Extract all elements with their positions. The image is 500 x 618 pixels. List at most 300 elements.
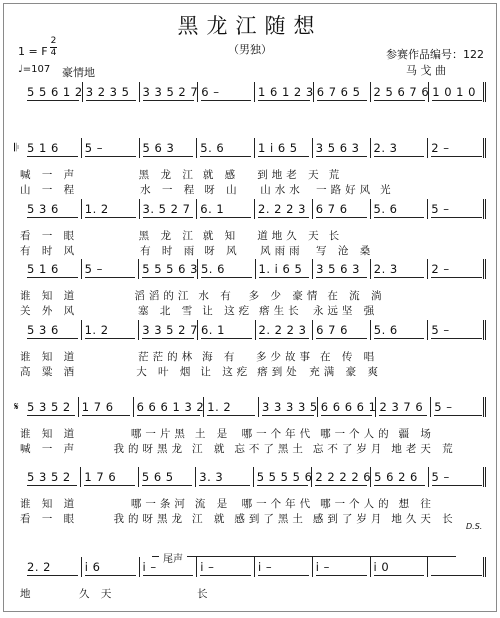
- lyric-cell: [427, 587, 486, 601]
- lyric-cell: 在 传 唱: [320, 351, 379, 363]
- lyric-cell: 呀 山: [204, 184, 241, 196]
- beam-underline: [374, 277, 425, 278]
- measure: [24, 389, 79, 425]
- measure-notes: 5 –: [431, 470, 450, 484]
- measure: [371, 459, 428, 495]
- measure: [140, 130, 198, 166]
- lyric-cell: 高 粱 酒: [20, 366, 79, 378]
- measure-notes: 5. 6: [200, 262, 225, 276]
- beam-underline: [200, 156, 251, 157]
- measure: [256, 251, 314, 287]
- lyric-cell: 喊 一 声: [20, 169, 79, 181]
- lyric-cell: 看 一 眼: [20, 230, 79, 242]
- measure-notes: 2 2 2 2 6: [315, 470, 372, 484]
- lyric-cell: [432, 350, 486, 364]
- measure-notes: 5 1 6: [27, 141, 59, 155]
- measure: [371, 130, 429, 166]
- beam-underline: [85, 338, 136, 339]
- measure: [197, 191, 255, 227]
- lyric-cell: 久 天: [79, 588, 116, 600]
- measure: [198, 251, 256, 287]
- measure: [24, 312, 82, 348]
- beam-underline: [82, 415, 130, 416]
- measure: [431, 389, 486, 425]
- beam-underline: [27, 156, 78, 157]
- beam-underline: [374, 485, 424, 486]
- notation-system: [14, 251, 486, 287]
- measure-notes: 3 3 5 2 7: [142, 85, 199, 99]
- lyric-cell: 忘不了黑土: [234, 443, 307, 455]
- system-lead-mark: [14, 74, 24, 110]
- lyric-cell: 有 时 雨: [140, 245, 199, 257]
- lyric-cell: 关 外 风: [20, 305, 79, 317]
- lyric-cell: [432, 229, 486, 243]
- measure-notes: 1. 2: [84, 323, 109, 337]
- measure: [313, 549, 371, 585]
- lyric-cell: [439, 427, 486, 441]
- measure: [24, 74, 83, 110]
- lyric-cell: 流 是: [194, 498, 232, 510]
- lyric-cell: 喊 一 声: [20, 443, 79, 455]
- beam-underline: [201, 277, 252, 278]
- measure-notes: 3 2 3 5: [85, 85, 130, 99]
- lyric-cell: 地久天 长: [391, 513, 457, 525]
- measure: [134, 389, 205, 425]
- lyric-cell: 地老天 荒: [391, 443, 457, 455]
- measure-notes: 5 3 6: [27, 323, 59, 337]
- measure-notes: 5. 6: [373, 202, 398, 216]
- lyric-cell: 我的呀黑龙: [113, 443, 186, 455]
- measure: [198, 312, 256, 348]
- measure: [82, 251, 140, 287]
- lyric-cell: 在 流 淌: [327, 290, 386, 302]
- measure: [83, 74, 140, 110]
- lyric-cell: 哪一条河: [130, 498, 189, 510]
- measure-notes: 2 –: [431, 141, 450, 155]
- lyric-cell: 江 就: [192, 513, 229, 525]
- measure-notes: 5 3 5 2: [27, 400, 71, 414]
- lyric-cell: [78, 289, 128, 303]
- lyric-line: [14, 442, 486, 456]
- lyric-cell: [78, 497, 125, 511]
- measure-notes: 2. 2 2 3: [258, 323, 307, 337]
- system-lead-mark: [14, 191, 24, 227]
- lyric-line: [14, 512, 486, 526]
- notation-system: [14, 389, 486, 425]
- lyric-cell: [457, 442, 486, 456]
- lyric-cell: 长: [197, 588, 212, 600]
- lyric-cell: 山 一 程: [20, 184, 79, 196]
- measure-notes: 5 –: [434, 400, 453, 414]
- measure: [82, 312, 140, 348]
- measure-notes: 6. 1: [200, 202, 225, 216]
- lyric-cell: 长: [328, 230, 344, 242]
- system-lead-mark: 𝄋: [14, 400, 19, 413]
- coda-label: 尾声: [159, 550, 187, 565]
- measure-notes: 5 1 6: [27, 262, 59, 276]
- lyric-cell: 瘩到处: [257, 366, 301, 378]
- lyric-cell: [378, 350, 432, 364]
- coda-bracket: [152, 556, 456, 557]
- measure-notes: 6 7 6: [315, 202, 348, 216]
- measure: [140, 74, 199, 110]
- beam-underline: [143, 156, 194, 157]
- lyric-cell: 光: [380, 184, 395, 196]
- measure-notes: 2 –: [431, 262, 450, 276]
- beam-underline: [258, 156, 309, 157]
- lyric-cell: 黑 龙 江: [138, 230, 197, 242]
- lyric-cell: 永远坚 强: [312, 305, 379, 317]
- lyric-cell: 谁 知 道: [20, 498, 79, 510]
- measure: [429, 74, 486, 110]
- lyric-cell: [78, 442, 107, 456]
- beam-underline: [257, 485, 309, 486]
- measure: [24, 191, 82, 227]
- measure-notes: 3 3 3 3 5: [262, 400, 318, 414]
- measure-notes: 3. 5 2 7: [142, 202, 191, 216]
- lyric-cell: 让 这疙: [200, 366, 252, 378]
- measure-notes: 6. 1: [200, 323, 225, 337]
- beam-underline: [27, 415, 75, 416]
- lyric-cell: 山水水: [260, 184, 304, 196]
- lyric-cell: 谁 知 道: [20, 290, 79, 302]
- lyric-line: [14, 229, 486, 243]
- beam-underline: [27, 338, 78, 339]
- lyric-line: [14, 365, 486, 379]
- lyric-cell: 哪一个年代: [241, 428, 315, 440]
- beam-underline: [259, 338, 310, 339]
- measure: [24, 251, 82, 287]
- measure: [139, 459, 196, 495]
- beam-underline: [432, 485, 482, 486]
- measure: [313, 312, 371, 348]
- measure-notes: 5 6 3: [142, 141, 175, 155]
- beam-underline: [431, 156, 482, 157]
- lyric-cell: 一路好风: [316, 184, 375, 196]
- beam-underline: [316, 277, 367, 278]
- measure: [259, 389, 318, 425]
- measure-notes: 6 –: [201, 85, 220, 99]
- beam-underline: [316, 575, 367, 576]
- measure-notes: 5 3 5 2: [27, 470, 71, 484]
- lyric-cell: [382, 365, 434, 379]
- lyric-line: [14, 587, 486, 601]
- notation-system: [14, 312, 486, 348]
- beam-underline: [201, 338, 252, 339]
- measure: [376, 389, 431, 425]
- beam-underline: [84, 485, 134, 486]
- lyric-cell: [309, 587, 368, 601]
- beam-underline: [259, 277, 310, 278]
- measure: [429, 459, 486, 495]
- measure-notes: 1 0 1 0: [432, 85, 476, 99]
- lyric-cell: 谁 知 道: [20, 351, 79, 363]
- measure: [313, 130, 371, 166]
- beam-underline: [321, 415, 373, 416]
- measure: [428, 251, 486, 287]
- beam-underline: [85, 217, 136, 218]
- lyric-cell: [78, 427, 125, 441]
- composer-credit: 马 戈 曲: [406, 64, 446, 77]
- system-lead-mark: [14, 251, 24, 287]
- lyric-line: [14, 289, 486, 303]
- beam-underline: [374, 217, 425, 218]
- lyric-cell: 水 一 程: [140, 184, 199, 196]
- measure: [197, 130, 255, 166]
- measure: [204, 389, 259, 425]
- notation-system: [14, 130, 486, 166]
- lyric-cell: 哪一个人的: [320, 498, 393, 510]
- measure: [79, 389, 134, 425]
- measure-notes: 6 6 6 6 1: [320, 400, 377, 414]
- measure: [318, 389, 377, 425]
- lyric-cell: 我的呀黑龙: [113, 513, 186, 525]
- lyric-cell: 水 有: [198, 290, 235, 302]
- measure: [313, 191, 371, 227]
- lyric-cell: 滔滔的江: [134, 290, 193, 302]
- lyric-cell: 就 感: [202, 169, 240, 181]
- lyric-cell: 感到了黑土: [234, 513, 307, 525]
- measure: [371, 549, 429, 585]
- beam-underline: [258, 100, 310, 101]
- lyric-cell: [78, 350, 132, 364]
- lyric-cell: 有 时 风: [20, 245, 79, 257]
- notation-system: [14, 191, 486, 227]
- beam-underline: [315, 485, 367, 486]
- lyric-cell: [377, 168, 431, 182]
- beam-underline: [27, 100, 79, 101]
- beam-underline: [143, 575, 194, 576]
- beam-underline: [143, 100, 195, 101]
- measure-notes: 5 –: [84, 262, 103, 276]
- measure-notes: 5 –: [431, 202, 450, 216]
- lyric-cell: 风雨雨: [260, 245, 304, 257]
- lyric-cell: [78, 365, 130, 379]
- measure-notes: 6 6 6 1 3 2: [136, 400, 205, 414]
- beam-underline: [200, 217, 251, 218]
- beam-underline: [316, 338, 367, 339]
- measure-notes: i –: [315, 560, 330, 574]
- beam-underline: [85, 575, 136, 576]
- lyric-cell: 多少故事: [256, 351, 314, 363]
- measure-notes: 1 6 1 2 3: [258, 85, 314, 99]
- measure: [198, 74, 255, 110]
- beam-underline: [27, 485, 77, 486]
- measure: [24, 130, 82, 166]
- measure: [371, 312, 429, 348]
- system-lead-mark: [14, 312, 24, 348]
- beam-underline: [201, 100, 251, 101]
- beam-underline: [27, 217, 78, 218]
- measure-notes: 6 7 6: [316, 323, 348, 337]
- beam-underline: [200, 575, 251, 576]
- lyric-line: [14, 497, 486, 511]
- measure-notes: 2. 2 2 3: [258, 202, 306, 216]
- measure-notes: 2. 2: [27, 560, 51, 574]
- dal-segno-mark: D.S.: [466, 522, 483, 531]
- lyric-cell: 到地老 天: [257, 169, 323, 181]
- lyric-cell: [368, 587, 427, 601]
- measure: [428, 312, 486, 348]
- beam-underline: [379, 415, 427, 416]
- beam-underline: [431, 277, 482, 278]
- lyric-cell: [78, 168, 132, 182]
- measure-notes: i –: [200, 560, 215, 574]
- measure-notes: 5 –: [431, 323, 450, 337]
- beam-underline: [142, 277, 194, 278]
- beam-underline: [199, 485, 249, 486]
- measure: [428, 549, 486, 585]
- lyric-cell: 地: [20, 588, 35, 600]
- lyric-cell: 感到了岁月: [312, 513, 386, 525]
- lyric-cell: [78, 229, 132, 243]
- measure: [428, 191, 486, 227]
- lyric-line: [14, 168, 486, 182]
- lyric-cell: 充满 豪 爽: [309, 366, 382, 378]
- lyric-cell: 瘩生长: [259, 305, 303, 317]
- measure-notes: 3 3 5 2 7: [142, 323, 198, 337]
- measure-notes: 5. 6: [373, 323, 398, 337]
- beam-underline: [258, 575, 309, 576]
- beam-underline: [374, 338, 425, 339]
- measure: [314, 74, 371, 110]
- lyric-cell: 哪一片黑: [130, 428, 189, 440]
- song-subtitle: （男独）: [228, 43, 272, 56]
- measure: [81, 459, 138, 495]
- beam-underline: [431, 338, 482, 339]
- measure: [428, 130, 486, 166]
- measure: [254, 459, 313, 495]
- meter-bottom: 4: [50, 48, 57, 58]
- measure: [255, 130, 313, 166]
- lyric-cell: 道地久 天: [257, 230, 323, 242]
- beam-underline: [85, 277, 136, 278]
- measure-notes: 5 5 5 5 6: [256, 470, 313, 484]
- measure-notes: 1. 2: [207, 400, 232, 414]
- lyric-cell: [250, 587, 309, 601]
- lyric-cell: [377, 229, 431, 243]
- beam-underline: [374, 100, 426, 101]
- measure: [371, 74, 430, 110]
- measure-notes: 2 5 6 7 6: [373, 85, 430, 99]
- lyric-cell: 海 有: [202, 351, 239, 363]
- measure-notes: 5 6 2 6: [374, 470, 418, 484]
- beam-underline: [431, 217, 482, 218]
- lyric-cell: 茫茫的林: [138, 351, 197, 363]
- expression-mark: 豪情地: [62, 66, 95, 79]
- measure-notes: 5 –: [84, 141, 103, 155]
- beam-underline: [27, 277, 78, 278]
- beam-underline: [316, 217, 367, 218]
- measure-notes: 3. 3: [199, 470, 224, 484]
- tempo-mark: ♩=107: [18, 64, 51, 75]
- lyric-cell: 呀 风: [204, 245, 241, 257]
- measure-notes: 1 7 6: [81, 400, 114, 414]
- measure: [82, 549, 140, 585]
- measure-notes: 2 3 7 6: [379, 400, 424, 414]
- lyric-cell: 土 是: [194, 428, 232, 440]
- lyric-cell: 多 少 豪情: [248, 290, 322, 302]
- beam-underline: [434, 415, 482, 416]
- measure-notes: 6 7 6 5: [316, 85, 361, 99]
- lyric-cell: 疆 场: [398, 428, 435, 440]
- measure-notes: i 0: [373, 560, 390, 574]
- meter-top: 2: [50, 36, 57, 46]
- measure-notes: 3 5 6 3: [316, 262, 360, 276]
- measure: [24, 459, 81, 495]
- measure: [255, 191, 313, 227]
- lyric-line: [14, 427, 486, 441]
- lyric-cell: [432, 168, 486, 182]
- measure: [196, 459, 253, 495]
- beam-underline: [142, 338, 194, 339]
- beam-underline: [207, 415, 255, 416]
- measure-notes: 5 3 6: [27, 202, 59, 216]
- beam-underline: [431, 575, 482, 576]
- measure: [24, 549, 82, 585]
- beam-underline: [317, 100, 367, 101]
- song-title: 黑龙江随想: [177, 14, 323, 38]
- lyric-cell: 大 叶 烟: [136, 366, 195, 378]
- measure: [139, 251, 198, 287]
- system-lead-mark: 𝄆: [14, 141, 20, 154]
- lyric-cell: 就 知: [202, 230, 240, 242]
- measure-notes: 5. 6: [200, 141, 225, 155]
- measure: [82, 191, 140, 227]
- score-sheet: [3, 3, 497, 612]
- lyric-cell: 塞 北 雪: [138, 305, 197, 317]
- measure-notes: 2. 3: [373, 262, 398, 276]
- system-lead-mark: [14, 459, 24, 495]
- lyric-cell: [132, 587, 191, 601]
- beam-underline: [316, 156, 367, 157]
- lyric-line: [14, 350, 486, 364]
- beam-underline: [86, 100, 136, 101]
- measure: [197, 549, 255, 585]
- beam-underline: [374, 575, 425, 576]
- beam-underline: [27, 575, 78, 576]
- notation-system: [14, 549, 486, 585]
- lyric-cell: [78, 512, 107, 526]
- measure: [256, 312, 314, 348]
- measure: [255, 549, 313, 585]
- beam-underline: [85, 156, 136, 157]
- measure: [255, 74, 314, 110]
- lyric-cell: 荒: [328, 169, 344, 181]
- notation-system: [14, 459, 486, 495]
- lyric-cell: 忘不了岁月: [312, 443, 386, 455]
- beam-underline: [432, 100, 482, 101]
- beam-underline: [142, 485, 192, 486]
- beam-underline: [258, 217, 309, 218]
- lyric-cell: [436, 289, 486, 303]
- notation-system: [14, 74, 486, 110]
- measure-notes: 1. i 6 5: [258, 262, 303, 276]
- measure: [371, 251, 429, 287]
- measure-notes: 2. 3: [373, 141, 398, 155]
- lyric-cell: 哪一个人的: [320, 428, 393, 440]
- measure: [139, 312, 198, 348]
- measure-notes: 5 5 5 6 3: [142, 262, 198, 276]
- key-signature: 1 = F: [18, 45, 48, 58]
- lyric-cell: 江 就: [192, 443, 229, 455]
- measure: [82, 130, 140, 166]
- lyric-cell: 写 沧 桑: [316, 245, 375, 257]
- beam-underline: [143, 217, 194, 218]
- measure-notes: i –: [142, 560, 157, 574]
- lyric-cell: 哪一个年代: [241, 498, 315, 510]
- lyric-cell: 想 往: [398, 498, 435, 510]
